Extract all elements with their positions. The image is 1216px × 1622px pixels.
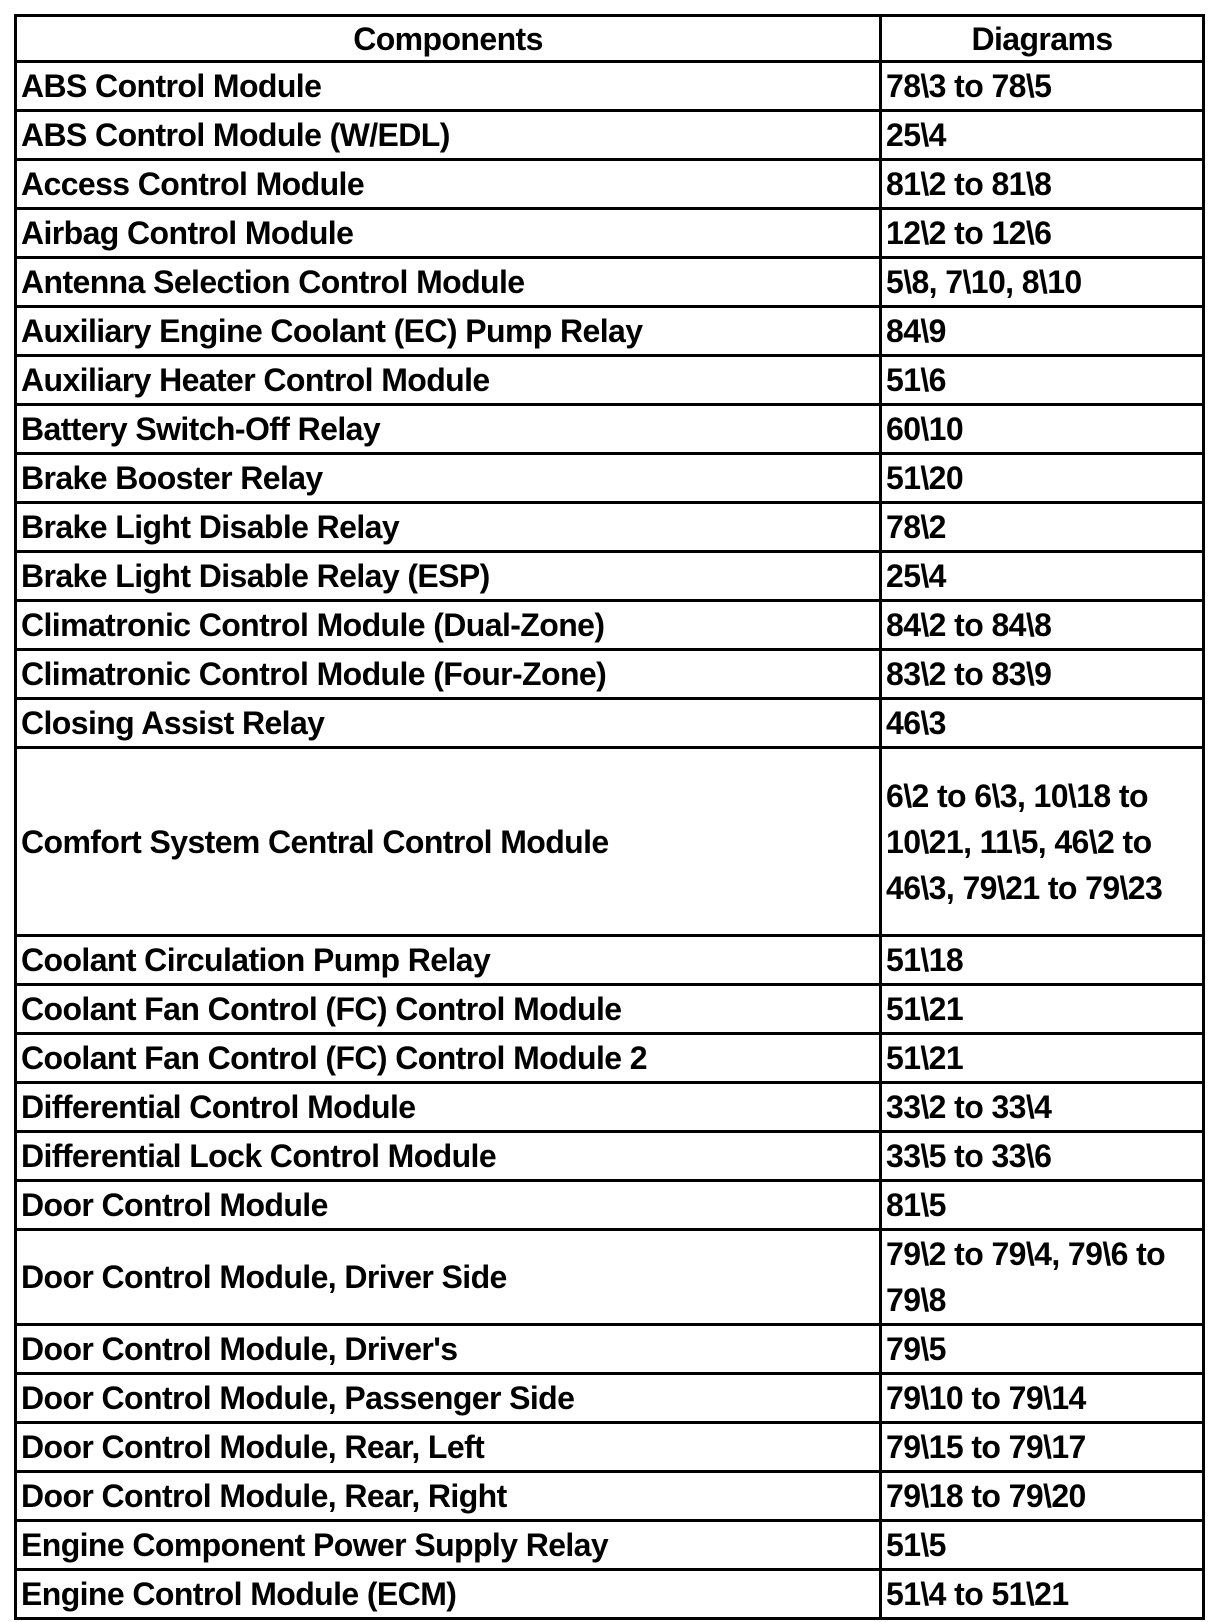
table-row [16, 552, 1204, 601]
component-cell: Engine Component Power Supply Relay [16, 1521, 881, 1570]
table-row [16, 1325, 1204, 1374]
diagrams-cell: 51\21 [881, 1034, 1204, 1083]
component-cell: Engine Control Module (ECM) [16, 1570, 881, 1619]
component-cell: Comfort System Central Control Module [16, 748, 881, 936]
diagrams-cell: 51\18 [881, 936, 1204, 985]
diagrams-cell: 46\3 [881, 699, 1204, 748]
component-cell: Closing Assist Relay [16, 699, 881, 748]
table-row [16, 699, 1204, 748]
table-row [16, 258, 1204, 307]
table-row [16, 62, 1204, 111]
table-row [16, 1521, 1204, 1570]
diagrams-cell: 25\4 [881, 111, 1204, 160]
component-cell: Coolant Fan Control (FC) Control Module [16, 985, 881, 1034]
table-row [16, 1034, 1204, 1083]
component-cell: Auxiliary Engine Coolant (EC) Pump Relay [16, 307, 881, 356]
component-cell: Battery Switch-Off Relay [16, 405, 881, 454]
table-row [16, 1374, 1204, 1423]
diagrams-cell: 51\5 [881, 1521, 1204, 1570]
diagrams-cell: 51\21 [881, 985, 1204, 1034]
component-cell: Door Control Module, Driver Side [16, 1230, 881, 1325]
table-row [16, 405, 1204, 454]
diagrams-cell: 84\9 [881, 307, 1204, 356]
table-row [16, 503, 1204, 552]
table-row [16, 160, 1204, 209]
table-row [16, 1570, 1204, 1619]
table-row [16, 1083, 1204, 1132]
diagrams-cell: 60\10 [881, 405, 1204, 454]
component-cell: Door Control Module [16, 1181, 881, 1230]
diagrams-cell: 5\8, 7\10, 8\10 [881, 258, 1204, 307]
table-row [16, 1472, 1204, 1521]
diagrams-cell: 25\4 [881, 552, 1204, 601]
table-row [16, 601, 1204, 650]
header-row [16, 16, 1204, 62]
component-cell: Access Control Module [16, 160, 881, 209]
component-cell: Door Control Module, Rear, Right [16, 1472, 881, 1521]
component-cell: Coolant Fan Control (FC) Control Module 2 [16, 1034, 881, 1083]
diagrams-cell: 83\2 to 83\9 [881, 650, 1204, 699]
diagrams-cell: 6\2 to 6\3, 10\18 to 10\21, 11\5, 46\2 to 46\3, 79\21 to 79\23 [881, 748, 1204, 936]
diagrams-cell: 81\5 [881, 1181, 1204, 1230]
component-cell: Climatronic Control Module (Dual-Zone) [16, 601, 881, 650]
component-cell: Coolant Circulation Pump Relay [16, 936, 881, 985]
table-row [16, 111, 1204, 160]
diagrams-cell: 79\15 to 79\17 [881, 1423, 1204, 1472]
header-components: Components [16, 16, 881, 62]
table-row [16, 307, 1204, 356]
diagrams-cell: 78\3 to 78\5 [881, 62, 1204, 111]
components-diagrams-table [14, 14, 1205, 1620]
diagrams-cell: 33\5 to 33\6 [881, 1132, 1204, 1181]
component-cell: Airbag Control Module [16, 209, 881, 258]
diagrams-cell: 12\2 to 12\6 [881, 209, 1204, 258]
table-row [16, 454, 1204, 503]
table-row [16, 985, 1204, 1034]
component-cell: Brake Booster Relay [16, 454, 881, 503]
header-diagrams: Diagrams [881, 16, 1204, 62]
diagrams-cell: 79\18 to 79\20 [881, 1472, 1204, 1521]
table-body [16, 62, 1204, 1619]
component-cell: Climatronic Control Module (Four-Zone) [16, 650, 881, 699]
table-row [16, 1132, 1204, 1181]
component-cell: Door Control Module, Passenger Side [16, 1374, 881, 1423]
component-cell: ABS Control Module [16, 62, 881, 111]
component-cell: Door Control Module, Driver's [16, 1325, 881, 1374]
component-cell: ABS Control Module (W/EDL) [16, 111, 881, 160]
table-row [16, 1423, 1204, 1472]
diagrams-cell: 33\2 to 33\4 [881, 1083, 1204, 1132]
table-row [16, 936, 1204, 985]
component-cell: Differential Lock Control Module [16, 1132, 881, 1181]
diagrams-cell: 51\4 to 51\21 [881, 1570, 1204, 1619]
table-row [16, 748, 1204, 936]
component-cell: Antenna Selection Control Module [16, 258, 881, 307]
table-row [16, 356, 1204, 405]
component-cell: Door Control Module, Rear, Left [16, 1423, 881, 1472]
diagrams-cell: 51\20 [881, 454, 1204, 503]
component-cell: Differential Control Module [16, 1083, 881, 1132]
diagrams-cell: 79\2 to 79\4, 79\6 to 79\8 [881, 1230, 1204, 1325]
table-row [16, 650, 1204, 699]
diagrams-cell: 79\10 to 79\14 [881, 1374, 1204, 1423]
diagrams-cell: 51\6 [881, 356, 1204, 405]
diagrams-cell: 81\2 to 81\8 [881, 160, 1204, 209]
component-cell: Brake Light Disable Relay (ESP) [16, 552, 881, 601]
diagrams-cell: 84\2 to 84\8 [881, 601, 1204, 650]
component-cell: Brake Light Disable Relay [16, 503, 881, 552]
diagrams-cell: 78\2 [881, 503, 1204, 552]
table-row [16, 1181, 1204, 1230]
component-cell: Auxiliary Heater Control Module [16, 356, 881, 405]
diagrams-cell: 79\5 [881, 1325, 1204, 1374]
table-row [16, 209, 1204, 258]
table-row [16, 1230, 1204, 1325]
